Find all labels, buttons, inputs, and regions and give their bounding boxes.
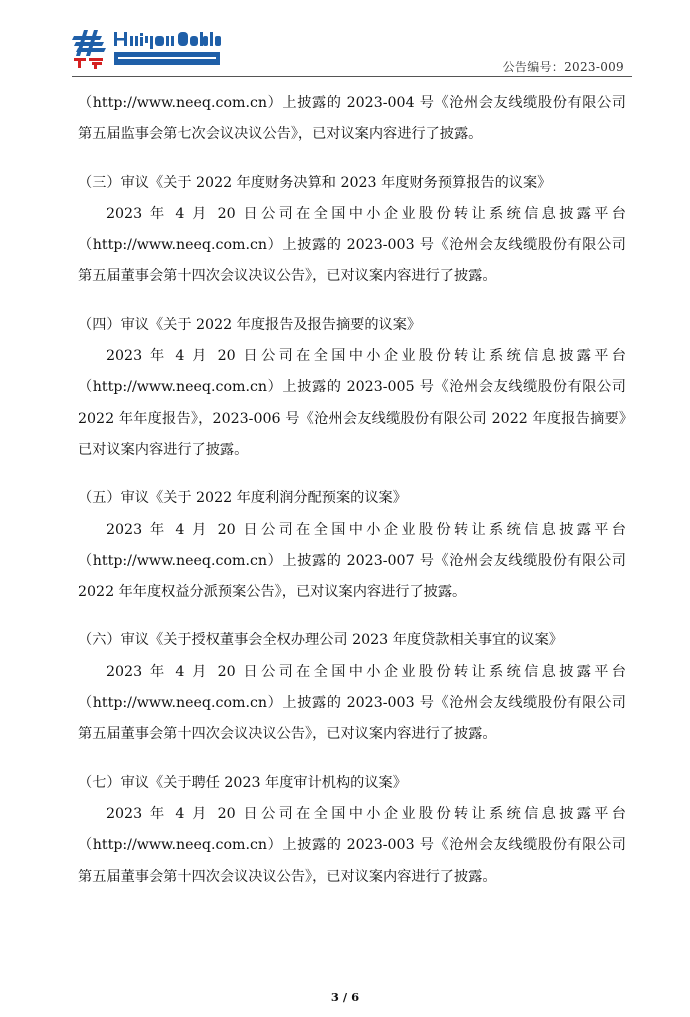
section-heading: （四）审议《关于 2022 年度报告及报告摘要的议案》 [78,316,422,333]
section-3 [78,168,626,293]
section-heading: （三）审议《关于 2022 年度财务决算和 2023 年度财务预算报告的议案》 [78,174,552,191]
section-body: 2023 年 4 月 20 日公司在全国中小企业股份转让系统信息披露平台（http://www.neeq.com.cn）上披露的 2023-003 号《沧州会友线缆股份有限公司第五届董事会第十四次会议决议公告》，已对议案内容进行了披露。 [78,205,626,285]
section-4 [78,310,626,466]
section-5 [78,483,626,608]
section-body: 2023 年 4 月 20 日公司在全国中小企业股份转让系统信息披露平台（http://www.neeq.com.cn）上披露的 2023-007 号《沧州会友线缆股份有限公司 2022 年年度权益分派预案公告》，已对议案内容进行了披露。 [78,521,626,601]
page-number: 3 / 6 [330,990,360,1004]
section-body: 2023 年 4 月 20 日公司在全国中小企业股份转让系统信息披露平台（http://www.neeq.com.cn）上披露的 2023-003 号《沧州会友线缆股份有限公司第五届董事会第十四次会议决议公告》，已对议案内容进行了披露。 [78,663,626,743]
document-body [78,88,626,893]
company-logo [72,26,222,70]
section-7 [78,768,626,893]
continuation-paragraph: （http://www.neeq.com.cn）上披露的 2023-004 号《沧州会友线缆股份有限公司第五届监事会第七次会议决议公告》，已对议案内容进行了披露。 [78,95,626,143]
huiyou-logo-icon [72,26,222,70]
header-divider [72,76,632,77]
announcement-number: 公告编号：2023-009 [502,60,624,74]
section-heading: （五）审议《关于 2022 年度利润分配预案的议案》 [78,490,407,507]
section-heading: （六）审议《关于授权董事会全权办理公司 2023 年度贷款相关事宜的议案》 [78,632,563,649]
section-6 [78,625,626,750]
section-body: 2023 年 4 月 20 日公司在全国中小企业股份转让系统信息披露平台（http://www.neeq.com.cn）上披露的 2023-003 号《沧州会友线缆股份有限公司第五届董事会第十四次会议决议公告》，已对议案内容进行了披露。 [78,805,626,885]
section-heading: （七）审议《关于聘任 2023 年度审计机构的议案》 [78,774,407,791]
page-header [72,26,632,78]
section-body: 2023 年 4 月 20 日公司在全国中小企业股份转让系统信息披露平台（http://www.neeq.com.cn）上披露的 2023-005 号《沧州会友线缆股份有限公司 2022 年年度报告》，2023-006 号《沧州会友线缆股份有限公司 2022 年度报告摘要》已对议案内容进行了披露。 [78,348,626,458]
